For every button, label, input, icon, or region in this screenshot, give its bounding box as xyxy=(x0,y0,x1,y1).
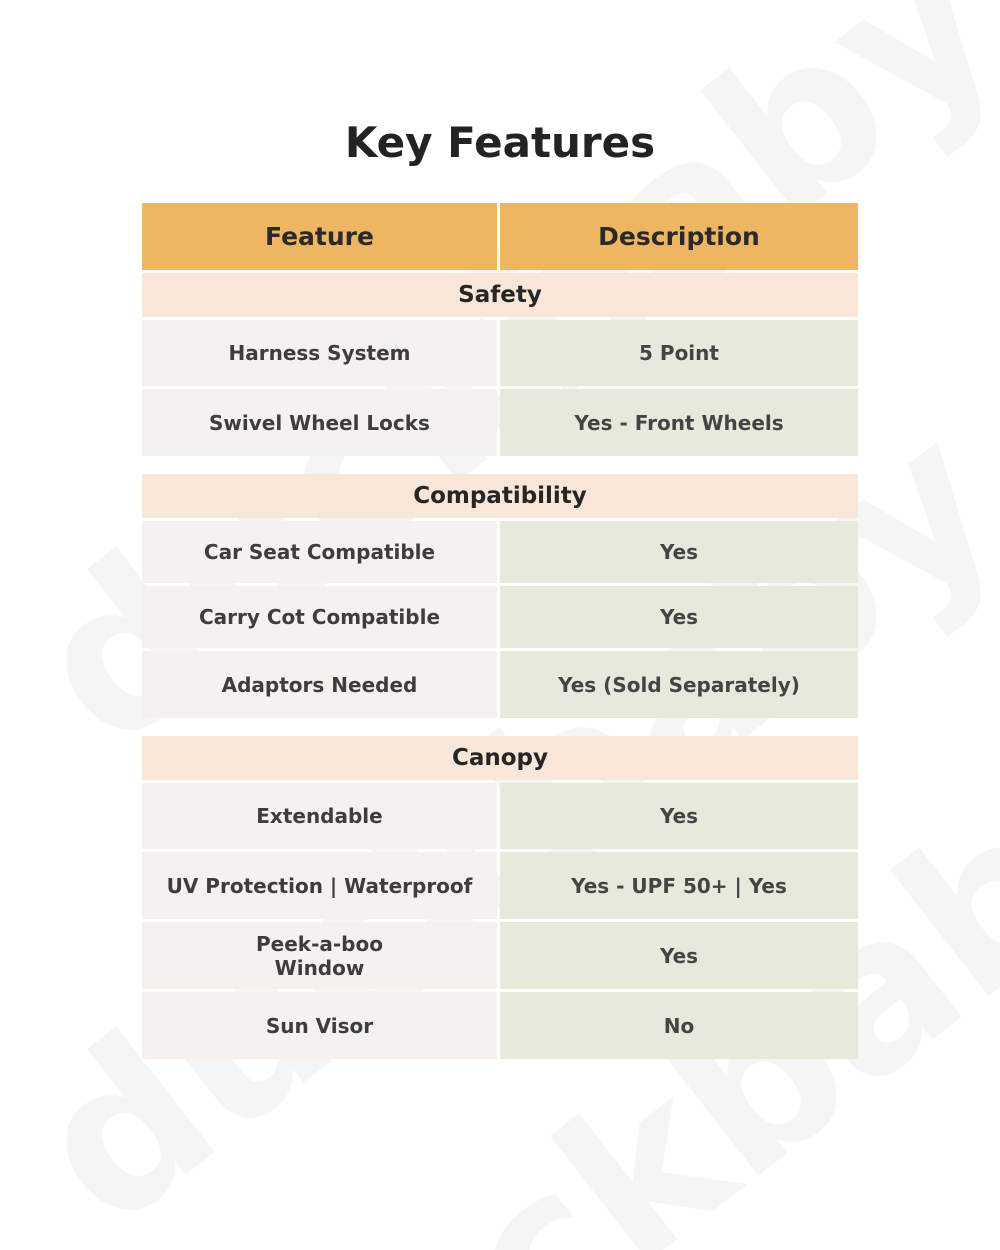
description-cell: No xyxy=(500,992,858,1059)
feature-cell: Adaptors Needed xyxy=(142,651,497,718)
table-row xyxy=(142,586,858,648)
feature-cell: Carry Cot Compatible xyxy=(142,586,497,648)
table-row xyxy=(142,521,858,583)
feature-cell: Extendable xyxy=(142,783,497,849)
description-cell: Yes xyxy=(500,922,858,989)
section-compatibility: Compatibility xyxy=(142,474,858,518)
section-canopy: Canopy xyxy=(142,736,858,780)
table-row xyxy=(142,783,858,849)
description-cell: Yes (Sold Separately) xyxy=(500,651,858,718)
description-cell: Yes xyxy=(500,586,858,648)
features-table xyxy=(142,203,858,1059)
table-row xyxy=(142,992,858,1059)
feature-cell: Sun Visor xyxy=(142,992,497,1059)
table-header-row xyxy=(142,203,858,270)
feature-cell: UV Protection | Waterproof xyxy=(142,852,497,919)
description-cell: Yes - UPF 50+ | Yes xyxy=(500,852,858,919)
feature-cell: Peek-a-boo Window xyxy=(142,922,497,989)
feature-cell: Car Seat Compatible xyxy=(142,521,497,583)
table-row xyxy=(142,651,858,718)
section-safety: Safety xyxy=(142,273,858,317)
feature-cell: Swivel Wheel Locks xyxy=(142,389,497,456)
table-row xyxy=(142,852,858,919)
table-row xyxy=(142,922,858,989)
table-row xyxy=(142,320,858,386)
table-row xyxy=(142,389,858,456)
header-feature: Feature xyxy=(142,203,497,270)
description-cell: Yes - Front Wheels xyxy=(500,389,858,456)
header-description: Description xyxy=(500,203,858,270)
page-title: Key Features xyxy=(344,118,656,167)
feature-cell: Harness System xyxy=(142,320,497,386)
description-cell: 5 Point xyxy=(500,320,858,386)
description-cell: Yes xyxy=(500,521,858,583)
description-cell: Yes xyxy=(500,783,858,849)
